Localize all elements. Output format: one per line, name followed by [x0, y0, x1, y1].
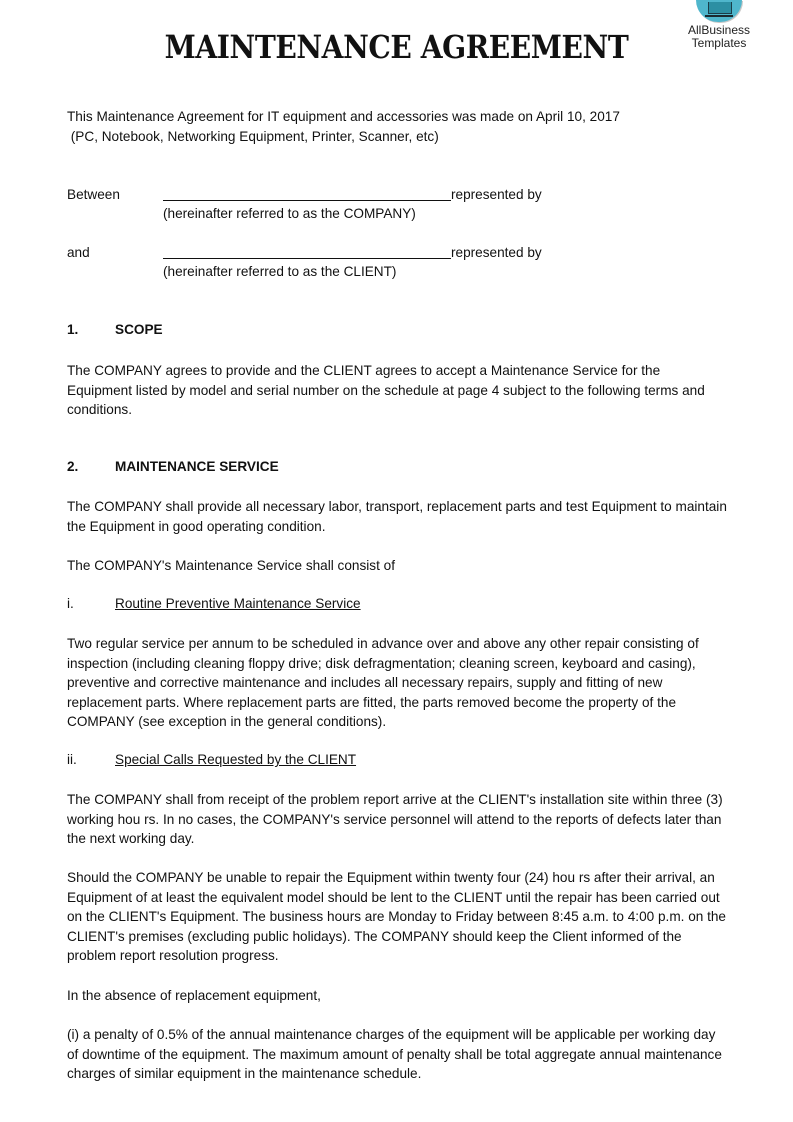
- subsection-heading-routine: [67, 596, 361, 611]
- scope-paragraph: The COMPANY agrees to provide and the CLIENT agrees to accept a Maintenance Service for the Equipment listed by model and serial number on the schedule at page 4 subject to the following terms and conditions.: [67, 363, 705, 418]
- section-heading-scope: [67, 322, 163, 337]
- section-heading-maintenance-service: [67, 459, 279, 474]
- maintenance-paragraph: The COMPANY shall provide all necessary labor, transport, replacement parts and test Equipment to maintain the Equipment in good operating condition.: [67, 499, 727, 534]
- logo-line-2: Templates: [691, 36, 747, 50]
- intro-line-1: This Maintenance Agreement for IT equipment and accessories was made on April 10, 2017: [67, 109, 620, 124]
- subsection-title: Special Calls Requested by the CLIENT: [115, 752, 357, 767]
- section-title: MAINTENANCE SERVICE: [115, 459, 279, 474]
- subsection-number: i.: [67, 596, 74, 611]
- section-number: 1.: [67, 322, 79, 337]
- subsection-number: ii.: [67, 752, 77, 767]
- party-referred-text: (hereinafter referred to as the CLIENT): [163, 264, 397, 279]
- represented-by-label: represented by: [451, 245, 542, 260]
- maintenance-consist-paragraph: The COMPANY's Maintenance Service shall consist of: [67, 558, 395, 573]
- section-number: 2.: [67, 459, 79, 474]
- intro-paragraph: [67, 107, 727, 146]
- party-label: and: [67, 245, 90, 260]
- party-label: Between: [67, 187, 120, 202]
- intro-line-2: (PC, Notebook, Networking Equipment, Printer, Scanner, etc): [67, 128, 439, 144]
- party-referred-text: (hereinafter referred to as the COMPANY): [163, 206, 416, 221]
- special-calls-paragraph-1: The COMPANY shall from receipt of the problem report arrive at the CLIENT's installation site within three (3) working hou rs. In no cases, the COMPANY's service personnel will attend to the reports of defects later than the next working day.: [67, 792, 723, 847]
- special-calls-paragraph-4: (i) a penalty of 0.5% of the annual maintenance charges of the equipment will be applicable per working day of downtime of the equipment. The maximum amount of penalty shall be total aggregate annual maintenance charges of similar equipment in the maintenance schedule.: [67, 1027, 722, 1082]
- represented-by-label: represented by: [451, 187, 542, 202]
- client-name-blank-field[interactable]: [163, 243, 451, 259]
- section-title: SCOPE: [115, 322, 163, 337]
- logo-line-1: AllBusiness: [687, 23, 751, 37]
- company-name-blank-field[interactable]: [163, 185, 451, 201]
- special-calls-paragraph-3: In the absence of replacement equipment,: [67, 988, 321, 1003]
- subsection-heading-special-calls: [67, 752, 356, 767]
- laptop-icon: [696, 0, 742, 22]
- special-calls-paragraph-2: Should the COMPANY be unable to repair the Equipment within twenty four (24) hou rs after their arrival, an Equipment of at least the equivalent model should be lent to the CLIENT until the repair has been carried out on the CLIENT's Equipment. The business hours are Monday to Friday between 8:45 a.m. to 4:00 p.m. on the CLIENT's premises (excluding public holidays). The COMPANY should keep the Client informed of the problem report resolution progress.: [67, 870, 726, 964]
- subsection-title: Routine Preventive Maintenance Service: [115, 596, 361, 611]
- routine-paragraph: Two regular service per annum to be scheduled in advance over and above any other repair consisting of inspection (including cleaning floppy drive; disk defragmentation; cleaning screen, keyboard and casing), preventive and corrective maintenance and includes all necessary repairs, supply and fitting of new replacement parts. Where replacement parts are fitted, the parts removed become the property of the COMPANY (see exception in the general conditions).: [67, 636, 699, 730]
- page-title: MAINTENANCE AGREEMENT: [164, 28, 629, 66]
